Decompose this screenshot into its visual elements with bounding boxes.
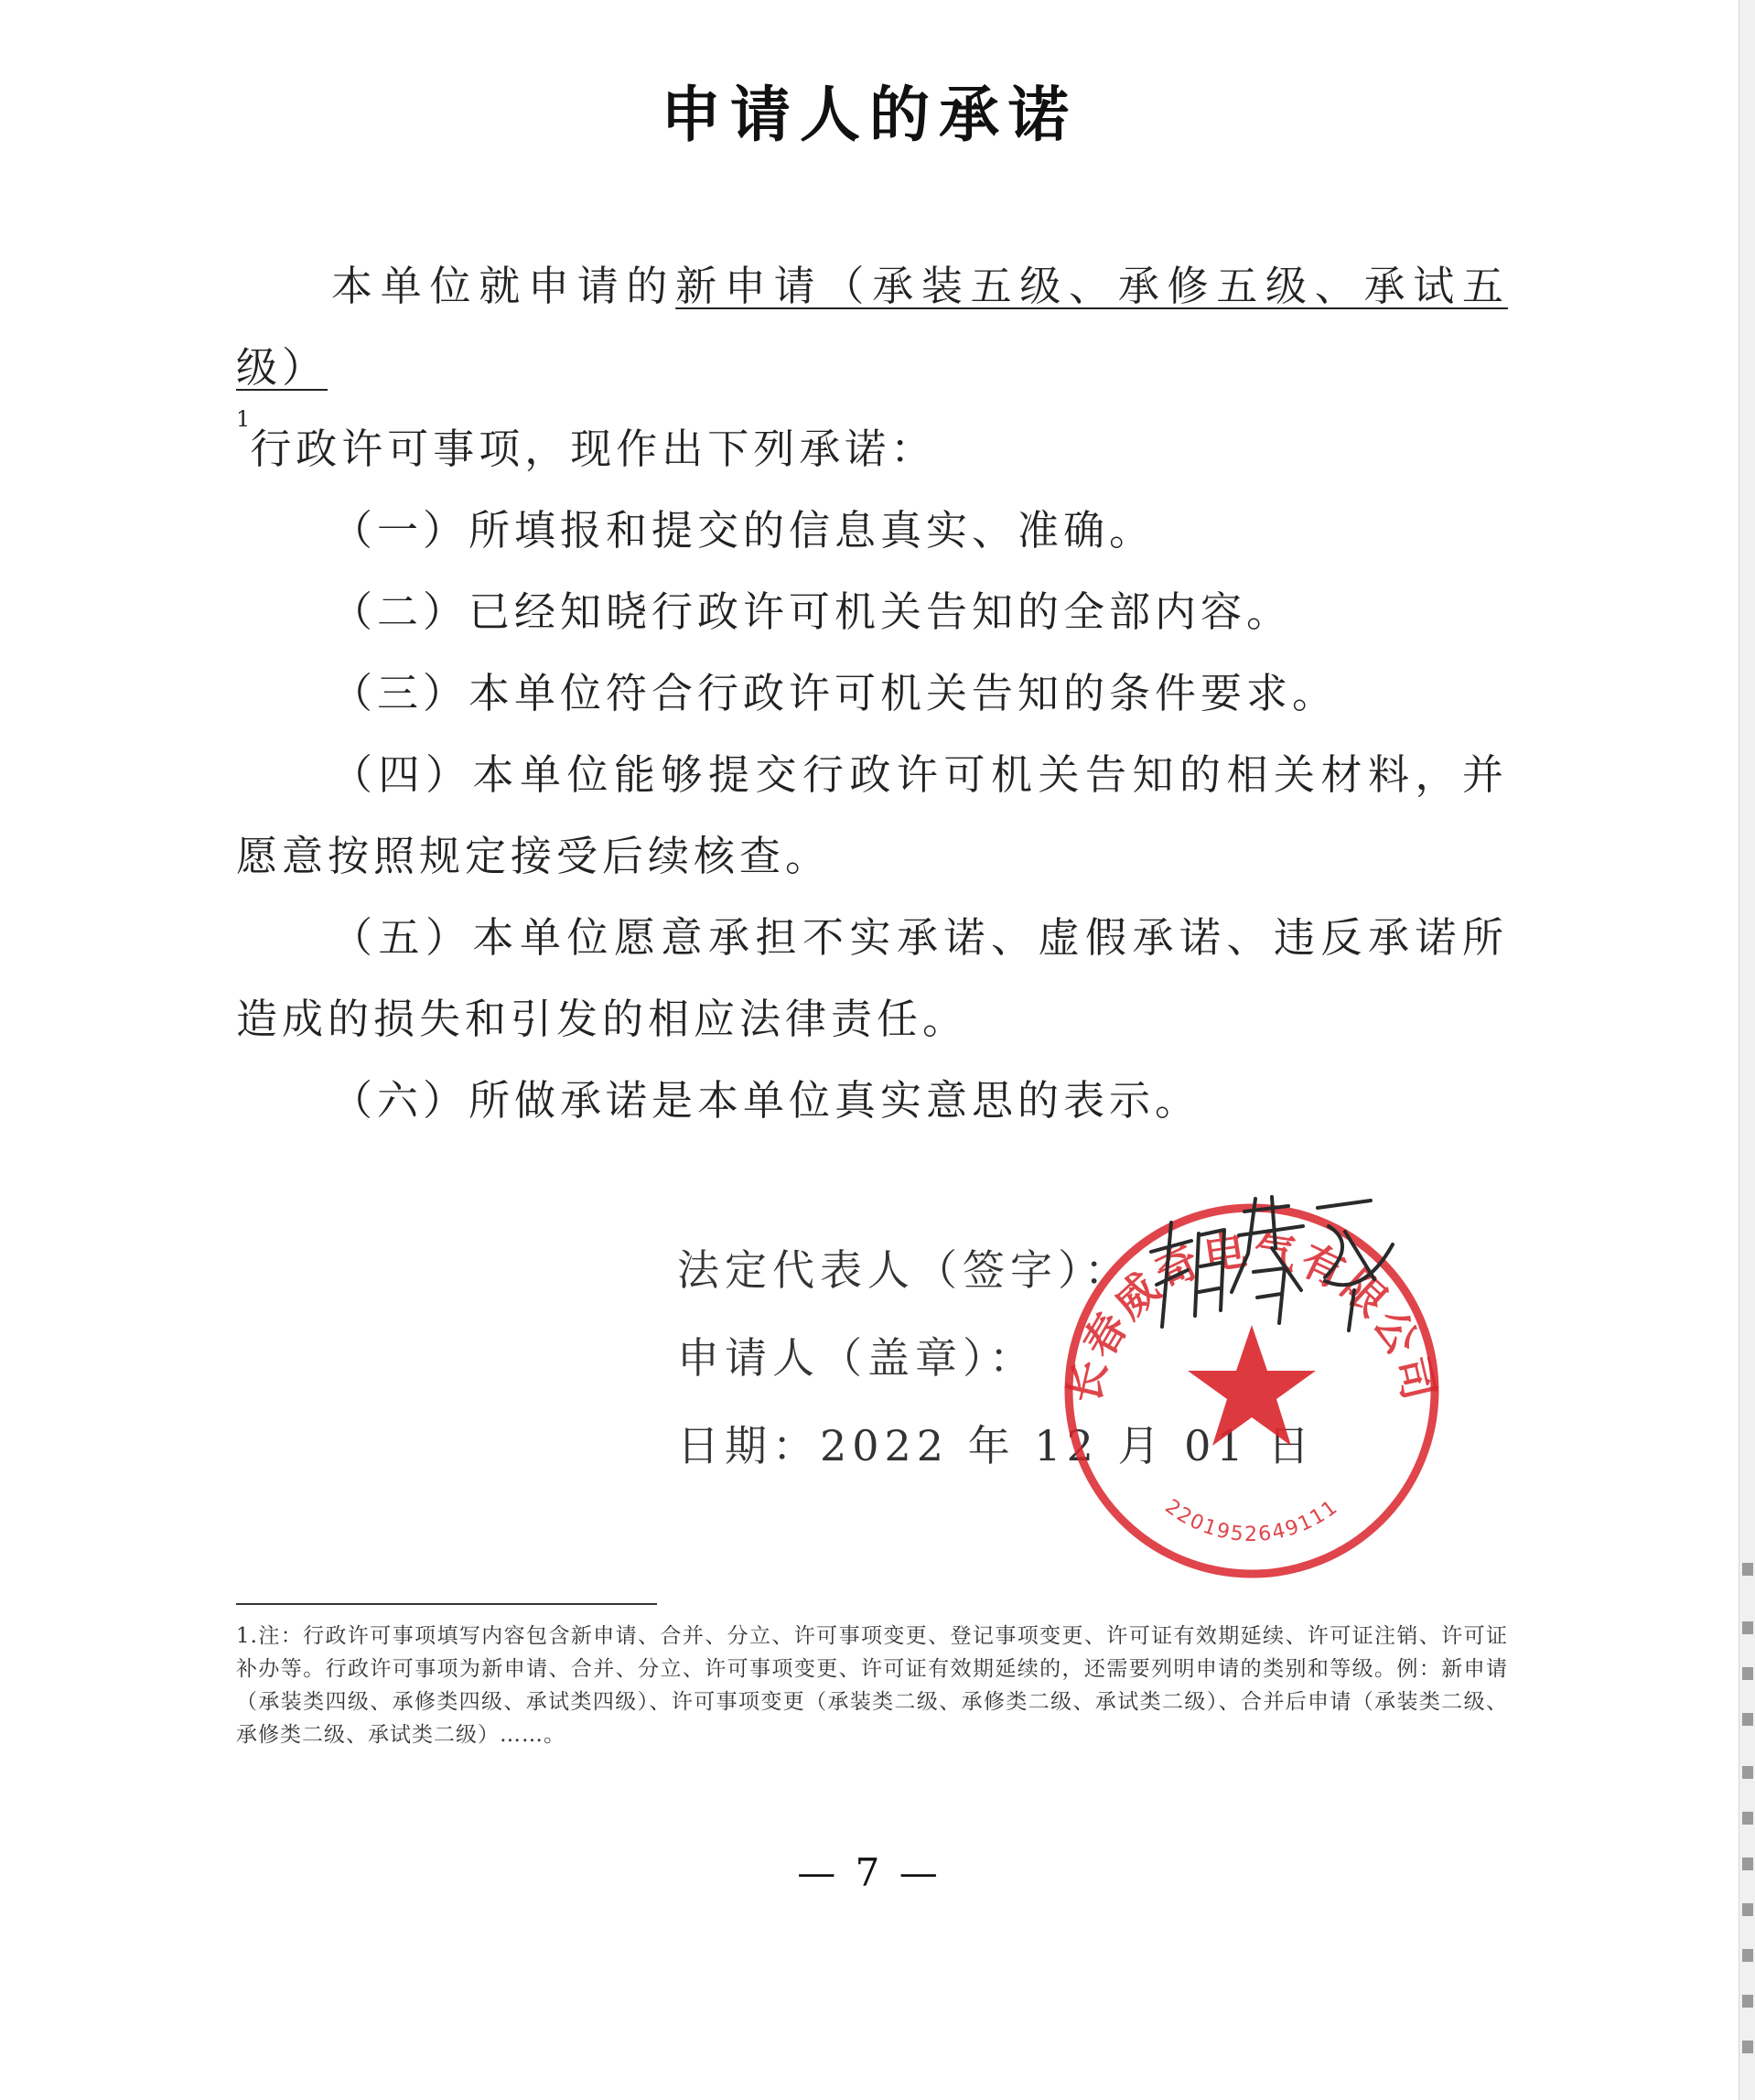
page-number: — 7 — [797, 1850, 942, 1895]
commitment-item-3: （三）本单位符合行政许可机关告知的条件要求。 [331, 669, 1339, 717]
scroll-marker [1742, 1667, 1753, 1680]
seal-code: 2201952649111 [1160, 1495, 1343, 1546]
applicant-seal-label: 申请人（盖章）： [677, 1333, 1037, 1383]
svg-text:2201952649111 [1160, 1495, 1342, 1546]
handwritten-signature [1135, 1190, 1409, 1336]
date-line: 日期：2022 年 12 月 01 日 [677, 1421, 1316, 1470]
scroll-marker [1742, 1713, 1753, 1726]
commitment-item-2: （二）已经知晓行政许可机关告知的全部内容。 [331, 587, 1293, 636]
scroll-marker [1742, 1995, 1753, 2008]
footnote-divider [236, 1603, 657, 1605]
commitment-item-6: （六）所做承诺是本单位真实意思的表示。 [331, 1076, 1201, 1125]
footnote-reference: 1 [236, 406, 251, 432]
scroll-marker [1742, 1903, 1753, 1916]
scroll-marker [1742, 1766, 1753, 1779]
application-type: 新申请（承装五级、承修五级、承试五级） [236, 262, 1508, 392]
intro-prefix: 本单位就申请的 [331, 262, 676, 310]
commitment-item-5: （五）本单位愿意承担不实承诺、虚假承诺、违反承诺所造成的损失和引发的相应法律责任。 [236, 913, 1508, 1043]
intro-paragraph [236, 245, 1508, 490]
scroll-marker [1742, 1812, 1753, 1825]
seal-company-name: 长春威奇电气有限公司 [1058, 1223, 1446, 1408]
footnote: 1.注：行政许可事项填写内容包含新申请、合并、分立、许可事项变更、登记事项变更、许可证有效期延续、许可证注销、许可证补办等。行政许可事项为新申请、合并、分立、许可事项变更、许可证有效期延续的，还需要列明申请的类别和等级。例：新申请（承装类四级、承修类四级、承试类四级）、许可事项变更（承装类二级、承修类二级、承试类二级）、合并后申请（承装类二级、承修类二级、承试类二级）……。 [236, 1624, 1508, 1747]
vertical-scrollbar[interactable] [1739, 0, 1755, 2100]
scroll-marker [1742, 2041, 1753, 2053]
commitment-item-4: （四）本单位能够提交行政许可机关告知的相关材料，并愿意按照规定接受后续核查。 [236, 750, 1508, 880]
legal-representative-label: 法定代表人（签字）： [677, 1245, 1132, 1295]
scroll-marker [1742, 1563, 1753, 1576]
page-title: 申请人的承诺 [661, 80, 1078, 150]
scroll-marker [1742, 1858, 1753, 1870]
intro-suffix: 行政许可事项，现作出下列承诺： [250, 425, 937, 473]
seal-star-icon [1188, 1325, 1316, 1446]
body-text [236, 245, 1508, 1141]
scroll-marker [1742, 1621, 1753, 1634]
scroll-marker [1742, 1949, 1753, 1962]
commitment-item-1: （一）所填报和提交的信息真实、准确。 [331, 506, 1156, 555]
